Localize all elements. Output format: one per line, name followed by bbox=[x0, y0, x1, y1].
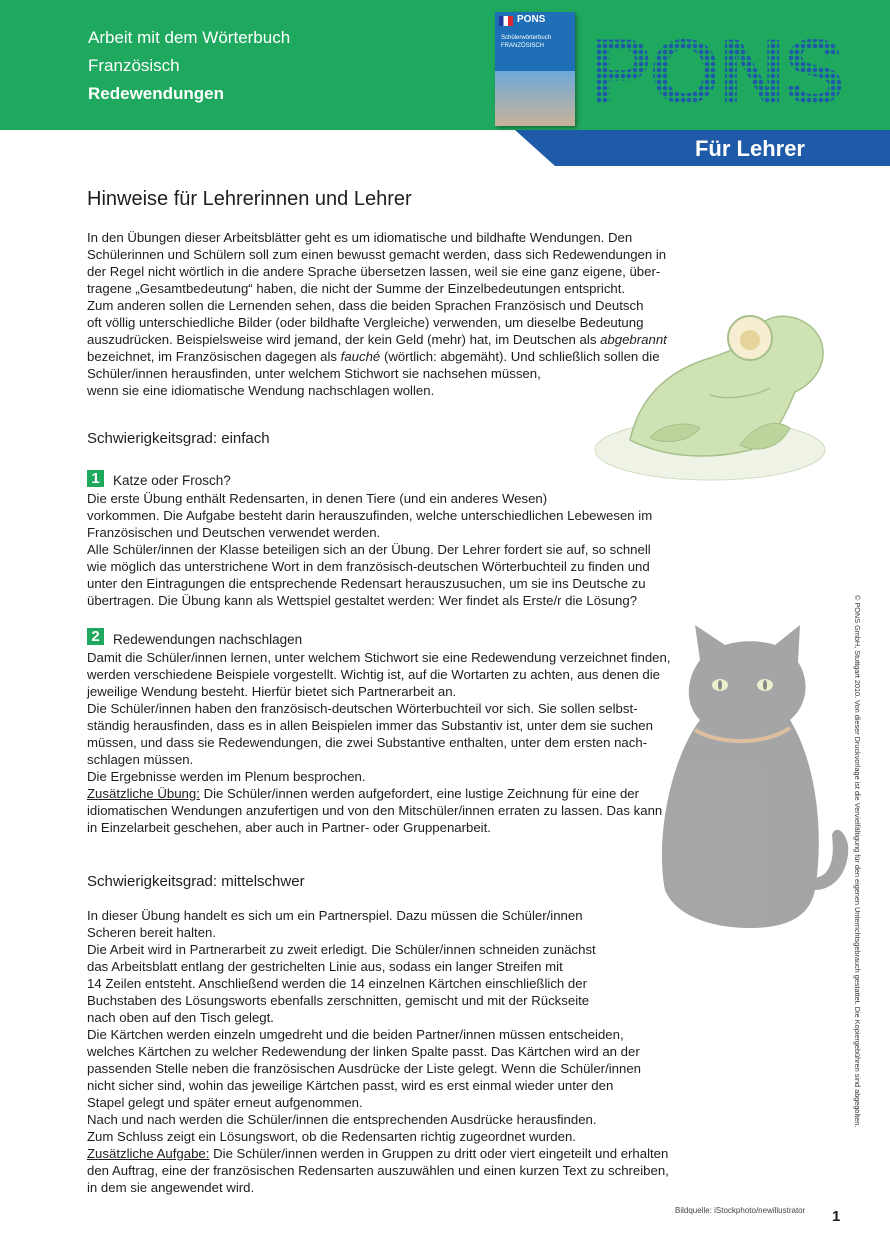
dictionary-cover-image bbox=[495, 12, 575, 126]
exercise-number-1: 1 bbox=[87, 470, 104, 487]
exercise-extra-2 bbox=[87, 785, 717, 836]
extra-exercise-label: Zusätzliche Übung: bbox=[87, 786, 200, 801]
header-language: Französisch bbox=[88, 56, 180, 75]
svg-text:PONS: PONS bbox=[590, 21, 843, 123]
page-title: Hinweise für Lehrerinnen und Lehrer bbox=[87, 188, 412, 210]
medium-text: In dieser Übung handelt es sich um ein Partnerspiel. Dazu müssen die Schüler/innen Scheren bereit halten. Die Arbeit wird in Partnerarbeit zu zweit erledigt. Die Schüler/innen schneiden zunächst das Arbeitsblatt entlang der gestrichelten Linie aus, sodass ein langer Streifen mit 14 Zeilen entsteht. Anschließend werden die 14 einzelnen Kärtchen einschließlich der Buchstaben des Lösungsworts ebenfalls zerschnitten, gemischt und mit der Rückseite nach oben auf den Tisch gelegt. Die Kärtchen werden einzeln umgedreht und die beiden Partner/innen müssen entscheiden, welches Kärtchen zu welcher Redewendung der linken Spalte passt. Das Kärtchen wird an der passenden Stelle neben die französischen Ausdrücke der Liste gelegt. Wenn die Schüler/innen nicht sicher sind, wohin das jeweilige Kärtchen passt, wird es erst einmal wieder unter den Stapel gelegt und später erneut aufgenommen. Nach und nach werden die Schüler/innen die entsprechenden Ausdrücke herausfinden. Zum Schluss zeigt ein Lösungswort, ob die Redensarten richtig zugeordnet wurden. bbox=[87, 908, 641, 1144]
copyright-text: © PONS GmbH, Stuttgart 2010. Von dieser Druckvorlage ist die Vervielfältigung für den eigenen Unterrichtsgebrauch gestattet. Die Kopiergebühren sind abgegolten. bbox=[853, 595, 862, 1128]
extra-task-label: Zusätzliche Aufgabe: bbox=[87, 1146, 210, 1161]
header-banner bbox=[0, 0, 890, 130]
exercise-text-1: Die erste Übung enthält Redensarten, in denen Tiere (und ein anderes Wesen) vorkommen. Die Aufgabe besteht darin herauszufinden, welche unterschiedlichen Lebewesen im Französischen und Deutschen verwendet werden. Alle Schüler/innen der Klasse beteiligen sich an der Übung. Der Lehrer fordert sie auf, so schnell wie möglich das unterstrichene Wort in dem französisch-deutschen Wörterbuchteil zu finden und unter den Eintragungen die entsprechende Redensart herauszusuchen, um sie ins Deutsche zu übertragen. Die Übung kann als Wettspiel gestaltet werden: Wer findet als Erste/r die Lösung? bbox=[87, 491, 653, 608]
french-flag-icon bbox=[499, 16, 513, 26]
header-series-title: Arbeit mit dem Wörterbuch bbox=[88, 28, 291, 47]
intro-text: In den Übungen dieser Arbeitsblätter geht es um idiomatische und bildhafte Wendungen. Den Schülerinnen und Schülern soll zum einen bewusst gemacht werden, dass sich Redewendungen in der Regel nicht wörtlich in die andere Sprache übersetzen lassen, weil sie eine ganz eigene, über- tragene „Gesamtbedeutung“ haben, die nicht der Summe der Einzelbedeutungen entspricht. Zum anderen sollen die Lernenden sehen, dass die beiden Sprachen Französisch und Deutsch oft völlig unterschiedliche Bilder (oder bildhafte Vergleiche) verwenden, um dieselbe Bedeutung auszudrücken. Beispielsweise wird jemand, der kein Geld (mehr) hat, im Deutschen als bbox=[87, 230, 667, 347]
cover-title: Schülerwörterbuch FRANZÖSISCH bbox=[501, 35, 552, 49]
image-credit: Bildquelle: iStockphoto/newillustrator bbox=[675, 1206, 806, 1215]
cover-brand: PONS bbox=[517, 14, 546, 25]
intro-emphasis-abgebrannt: abgebrannt bbox=[600, 332, 667, 347]
header-topic: Redewendungen bbox=[88, 84, 225, 103]
pons-logo bbox=[590, 21, 843, 123]
section-heading-medium: Schwierigkeitsgrad: mittelschwer bbox=[87, 873, 305, 890]
section-heading-easy: Schwierigkeitsgrad: einfach bbox=[87, 430, 270, 447]
page-number: 1 bbox=[832, 1208, 841, 1225]
cover-photo bbox=[495, 71, 575, 126]
extra-exercise-text: Die Schüler/innen werden aufgefordert, eine lustige Zeichnung für eine der idiomatischen Wendungen anzufertigen und von den Mitschüler/innen erraten zu lassen. Das kann in Einzelarbeit geschehen, aber auch in Partner- oder Gruppenarbeit. bbox=[87, 786, 663, 835]
intro-paragraph bbox=[87, 229, 717, 399]
copyright-notice bbox=[852, 595, 862, 1155]
medium-extra bbox=[87, 1145, 717, 1196]
intro-emphasis-fauche: fauché bbox=[340, 349, 381, 364]
exercise-number-2: 2 bbox=[87, 628, 104, 645]
exercise-title-2: Redewendungen nachschlagen bbox=[113, 632, 303, 647]
exercise-text-2: Damit die Schüler/innen lernen, unter welchem Stichwort sie eine Redewendung verzeichnet finden, werden verschiedene Beispiele vorgestellt. Wichtig ist, auf die Wortarten zu achten, aus denen die jeweilige Wendung besteht. Hierfür bietet sich Partnerarbeit an. Die Schüler/innen haben den französisch-deutschen Wörterbuchteil vor sich. Sie sollen selbst- ständig herausfinden, dass es in allen Beispielen immer das Substantiv ist, unter dem sie suchen müssen, und dass sie Redewendungen, die zwei Substantive enthalten, unter dem ersten nach- schlagen müssen. Die Ergebnisse werden im Plenum besprochen. bbox=[87, 650, 671, 784]
extra-task-text: Die Schüler/innen werden in Gruppen zu dritt oder viert eingeteilt und erhalten den Auftrag, eine der französischen Redensarten auszuwählen und einen kurzen Text zu schreiben, in dem sie angewendet wird. bbox=[87, 1146, 669, 1195]
intro-text-middle: bezeichnet, im Französischen dagegen als bbox=[87, 349, 337, 364]
intro-text-end: (wörtlich: abgemäht). Und schließlich sollen die Schüler/innen herausfinden, unter welchem Stichwort sie nachsehen müssen, wenn sie eine idiomatische Wendung nachschlagen wollen. bbox=[87, 349, 660, 398]
exercise-title-1: Katze oder Frosch? bbox=[113, 473, 231, 488]
audience-label: Für Lehrer bbox=[694, 136, 805, 161]
